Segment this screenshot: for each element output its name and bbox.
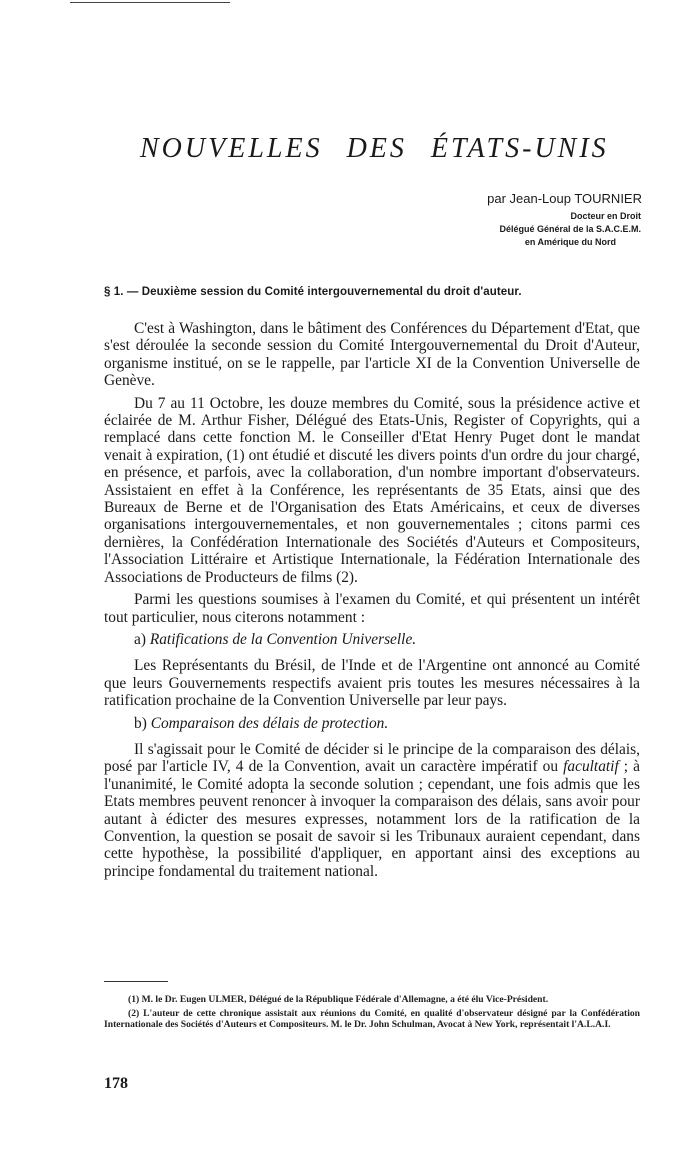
- paragraph-1: C'est à Washington, dans le bâtiment des Conférences du Département d'Etat, que s'est déroulée la seconde session du Comité Intergouvernemental du Droit d'Auteur, organisme institué, on se le rappelle, par l'article XI de la Convention Universelle de Genève.: [104, 320, 640, 390]
- author-credential-degree: Docteur en Droit: [570, 211, 641, 221]
- footnote-1: (1) M. le Dr. Eugen ULMER, Délégué de la République Fédérale d'Allemagne, a été élu Vice-Président.: [128, 994, 549, 1005]
- subheading-a: [104, 631, 640, 648]
- paragraph-5-end: ; à l'unanimité, le Comité adopta la seconde solution ; cependant, une fois admis que les Etats membres peuvent renoncer à invoquer la comparaison des délais, sans avoir pour autant à édicter des mesures expresses, notamment lors de la ratification de la Convention, la question se posait de savoir si les Tribunaux auraient cependant, dans cette hypothèse, la possibilité d'appliquer, en apportant ainsi des exceptions au principe fondamental du traitement national.: [104, 758, 640, 880]
- subheading-b-letter: b): [134, 714, 147, 732]
- footnote-2: (2) L'auteur de cette chronique assistait aux réunions du Comité, en qualité d'observateur désigné par la Confédération Internationale des Sociétés d'Auteurs et Compositeurs. M. le Dr. John Schulman, Avocat à New York, représentait l'A.L.A.I.: [104, 1008, 640, 1030]
- paragraph-3: Parmi les questions soumises à l'examen du Comité, et qui présentent un intérêt tout particulier, nous citerons notamment :: [104, 591, 640, 626]
- section-heading: § 1. — Deuxième session du Comité intergouvernemental du droit d'auteur.: [104, 286, 522, 298]
- author-credential-region: en Amérique du Nord: [524, 237, 616, 247]
- article-body: [104, 320, 640, 885]
- footnote-rule: [104, 981, 168, 982]
- paragraph-5-start: Il s'agissait pour le Comité de décider si le principe de la comparaison des délais, posé par l'article IV, 4 de la Convention, avait un caractère impératif ou: [104, 740, 640, 776]
- subheading-a-letter: a): [134, 630, 146, 648]
- paragraph-5-italic: facultatif: [563, 758, 619, 776]
- paragraph-4: Les Représentants du Brésil, de l'Inde et de l'Argentine ont annoncé au Comité que leurs Gouvernements respectifs avaient pris toutes les mesures nécessaires à la ratification prochaine de la Convention Universelle par leur pays.: [104, 657, 640, 710]
- paragraph-5: [104, 741, 640, 880]
- top-rule: [70, 2, 230, 3]
- subheading-b: [104, 715, 640, 732]
- subheading-b-title: Comparaison des délais de protection.: [150, 714, 389, 732]
- page-number: 178: [104, 1075, 128, 1092]
- paragraph-2: Du 7 au 11 Octobre, les douze membres du Comité, sous la présidence active et éclairée de M. Arthur Fisher, Délégué des Etats-Unis, Register of Copyrights, qui a remplacé dans cette fonction M. le Conseiller d'Etat Henry Puget dont le mandat venait à expiration, (1) ont étudié et discuté les divers points d'un ordre du jour chargé, en présence, et parfois, avec la collaboration, d'un nombre important d'observateurs. Assistaient en effet à la Conférence, les représentants de 35 Etats, ainsi que des Bureaux de Berne et de l'Organisation des Etats Américains, et ceux de diverses organisations intergouvernementales, et non gouvernementales ; citons parmi ces dernières, la Confédération Internationale des Sociétés d'Auteurs et Compositeurs, l'Association Littéraire et Artistique Internationale, la Fédération Internationale des Associations de Producteurs de films (2).: [104, 394, 640, 586]
- byline: [487, 191, 642, 249]
- subheading-a-title: Ratifications de la Convention Universelle.: [149, 630, 417, 648]
- footnotes: [104, 994, 640, 1033]
- author-name: par Jean-Loup TOURNIER: [487, 191, 642, 206]
- author-credential-title: Délégué Général de la S.A.C.E.M.: [499, 224, 641, 234]
- article-title: NOUVELLES DES ÉTATS-UNIS: [140, 133, 609, 164]
